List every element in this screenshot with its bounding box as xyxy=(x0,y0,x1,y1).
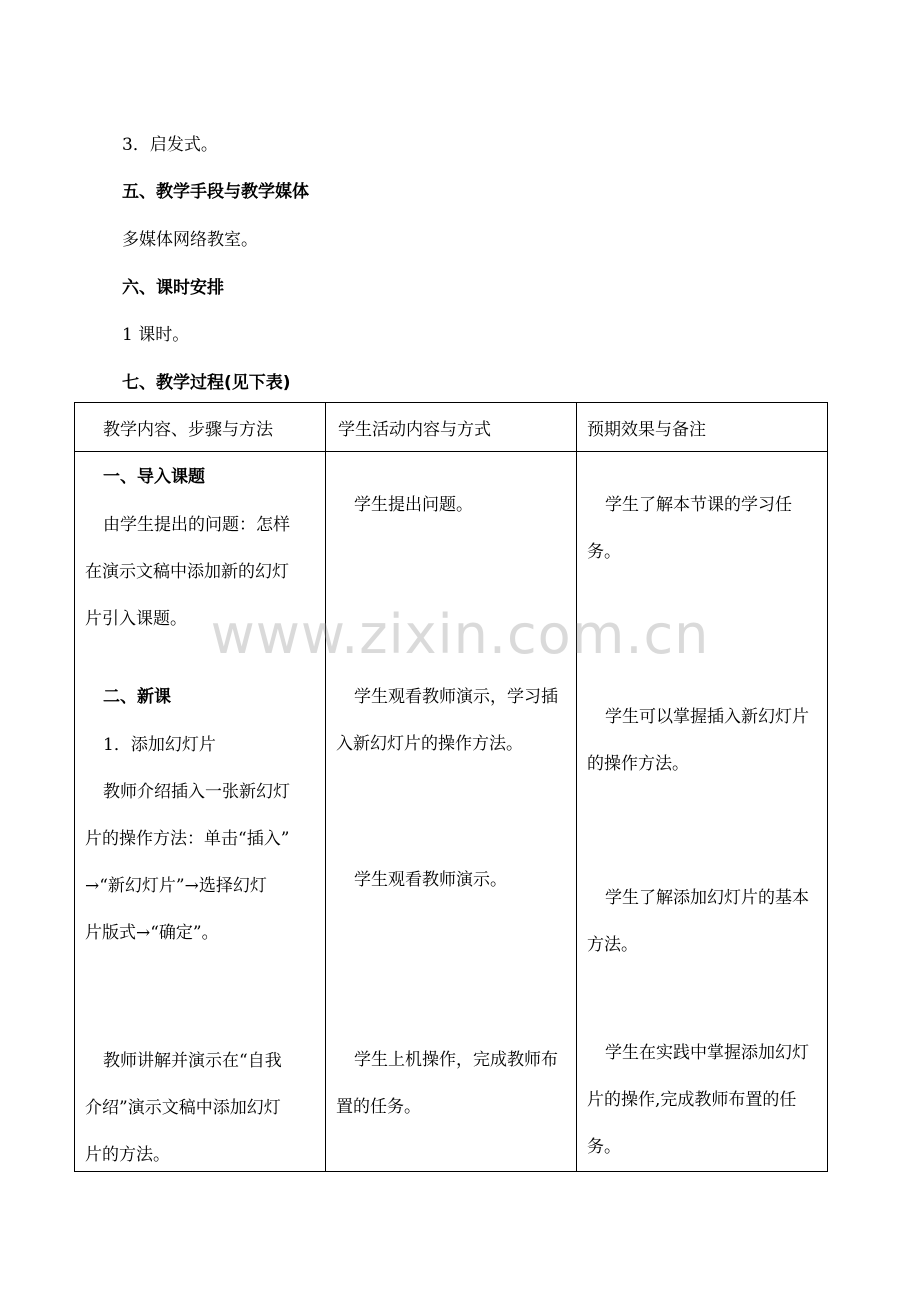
content-text: 在演示文稿中添加新的幻灯 xyxy=(85,562,289,582)
content-text: 由学生提出的问题：怎样 xyxy=(103,515,290,535)
effect-text: 学生可以掌握插入新幻灯片 xyxy=(605,707,809,727)
section-6-heading: 六、课时安排 xyxy=(122,278,224,298)
header-content-label: 教学内容、步骤与方法 xyxy=(103,419,273,440)
activity-text: 入新幻灯片的操作方法。 xyxy=(336,734,523,754)
content-cell xyxy=(75,452,326,1172)
watermark: www.zixin.com.cn xyxy=(210,603,710,666)
activity-cell xyxy=(326,452,577,1172)
content-text: 片引入课题。 xyxy=(85,609,187,629)
header-cell-effect xyxy=(577,403,828,452)
content-text: 介绍”演示文稿中添加幻灯 xyxy=(85,1098,281,1118)
section-5-body: 多媒体网络教室。 xyxy=(122,230,258,250)
effect-text: 片的操作,完成教师布置的任 xyxy=(587,1090,797,1110)
header-cell-activity xyxy=(326,403,577,452)
activity-text: 置的任务。 xyxy=(336,1097,421,1117)
content-text: 片版式→“确定”。 xyxy=(85,923,219,943)
header-activity-label: 学生活动内容与方式 xyxy=(338,419,491,440)
header-cell-content xyxy=(75,403,326,452)
content-heading-intro: 一、导入课题 xyxy=(103,467,205,487)
content-heading-new-lesson: 二、新课 xyxy=(103,687,171,707)
content-subheading: 1．添加幻灯片 xyxy=(103,735,216,755)
activity-text: 学生提出问题。 xyxy=(354,495,473,515)
teaching-process-table xyxy=(74,402,828,1172)
effect-text: 学生在实践中掌握添加幻灯 xyxy=(605,1043,809,1063)
content-text: 片的方法。 xyxy=(85,1145,170,1165)
effect-text: 务。 xyxy=(587,542,621,562)
effect-text: 学生了解本节课的学习任 xyxy=(605,495,792,515)
effect-text: 学生了解添加幻灯片的基本 xyxy=(605,888,809,908)
content-text: 教师讲解并演示在“自我 xyxy=(103,1051,282,1071)
table-header-row xyxy=(75,403,828,452)
header-effect-label: 预期效果与备注 xyxy=(587,419,706,440)
activity-text: 学生上机操作，完成教师布 xyxy=(354,1050,558,1070)
effect-text: 方法。 xyxy=(587,935,638,955)
section-7-heading: 七、教学过程(见下表) xyxy=(122,373,291,393)
content-text: 教师介绍插入一张新幻灯 xyxy=(103,782,290,802)
content-text: 片的操作方法：单击“插入” xyxy=(85,829,290,849)
effect-text: 务。 xyxy=(587,1137,621,1157)
effect-cell xyxy=(577,452,828,1172)
effect-text: 的操作方法。 xyxy=(587,754,689,774)
section-5-heading: 五、教学手段与教学媒体 xyxy=(122,182,309,202)
activity-text: 学生观看教师演示，学习插 xyxy=(354,687,558,707)
table-row xyxy=(75,452,828,1172)
method-item-3: 3．启发式。 xyxy=(122,135,218,155)
activity-text: 学生观看教师演示。 xyxy=(354,870,507,890)
content-text: →“新幻灯片”→选择幻灯 xyxy=(85,876,267,896)
section-6-body: 1 课时。 xyxy=(122,325,190,345)
